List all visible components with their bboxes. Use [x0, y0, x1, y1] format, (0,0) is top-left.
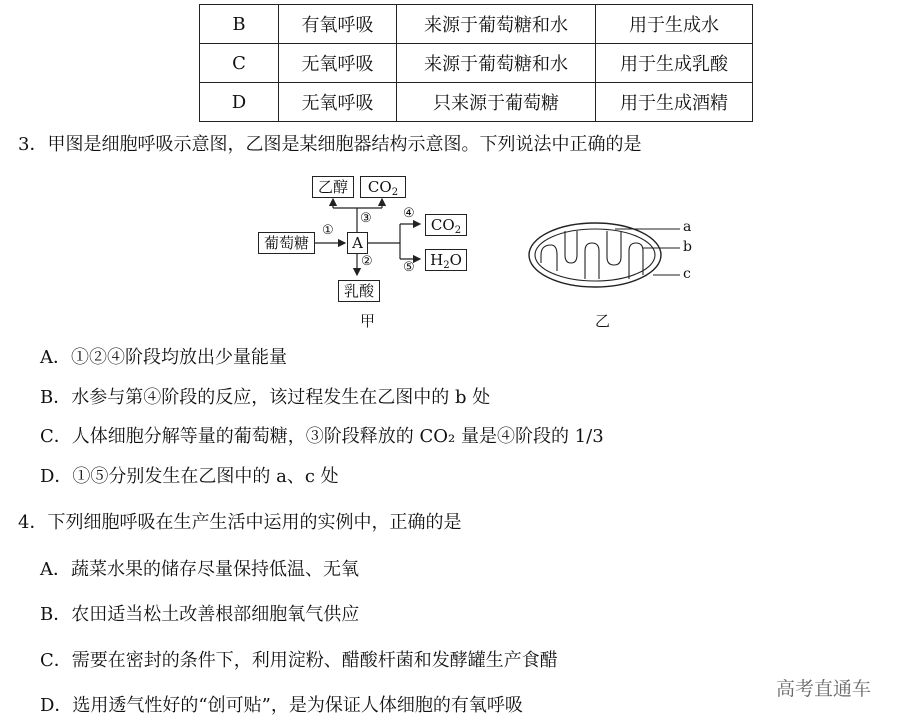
co2-right-box — [425, 214, 467, 236]
step-5-label: ⑤ — [403, 260, 415, 275]
table-cell: D — [200, 83, 279, 122]
table-cell: 来源于葡萄糖和水 — [397, 5, 596, 44]
label-b: b — [683, 239, 692, 255]
table-cell: 用于生成酒精 — [596, 83, 753, 122]
a-box: A — [347, 232, 368, 254]
water-o: O — [449, 251, 462, 269]
q4-option-a[interactable]: A．蔬菜水果的储存尽量保持低温、无氧 — [40, 559, 359, 580]
q3-option-c[interactable]: C．人体细胞分解等量的葡萄糖，③阶段释放的 CO₂ 量是④阶段的 1/3 — [40, 426, 604, 447]
table-cell: 来源于葡萄糖和水 — [397, 44, 596, 83]
step-1-label: ① — [322, 223, 334, 238]
table-cell: 用于生成水 — [596, 5, 753, 44]
respiration-diagram — [250, 168, 480, 328]
step-4-label: ④ — [403, 206, 415, 221]
q4-option-d[interactable]: D．选用透气性好的“创可贴”，是为保证人体细胞的有氧呼吸 — [40, 695, 523, 716]
table-row — [200, 5, 753, 44]
water-box — [425, 249, 467, 271]
question-4-stem: 4．下列细胞呼吸在生产生活中运用的实例中，正确的是 — [18, 512, 462, 533]
question-3-stem: 3．甲图是细胞呼吸示意图，乙图是某细胞器结构示意图。下列说法中正确的是 — [18, 134, 642, 155]
label-c: c — [683, 266, 691, 282]
table-cell: 无氧呼吸 — [279, 44, 397, 83]
q4-option-c[interactable]: C．需要在密封的条件下，利用淀粉、醋酸杆菌和发酵罐生产食醋 — [40, 650, 558, 671]
table-row — [200, 44, 753, 83]
lactic-acid-box: 乳酸 — [338, 280, 380, 302]
co2-top-text: CO — [367, 178, 392, 196]
table-cell: 有氧呼吸 — [279, 5, 397, 44]
co2-top-box — [360, 176, 406, 198]
diagram-yi-caption: 乙 — [595, 312, 611, 330]
ethanol-box: 乙醇 — [312, 176, 354, 198]
q4-option-b[interactable]: B．农田适当松土改善根部细胞氧气供应 — [40, 604, 360, 625]
table-row — [200, 83, 753, 122]
mitochondrion-diagram — [525, 215, 705, 335]
water-h: H — [430, 251, 444, 269]
water-subscript: 2 — [443, 260, 450, 271]
step-2-label: ② — [361, 254, 373, 269]
q3-option-a[interactable]: A．①②④阶段均放出少量能量 — [40, 347, 287, 368]
table-cell: 只来源于葡萄糖 — [397, 83, 596, 122]
table-cell: 用于生成乳酸 — [596, 44, 753, 83]
q3-option-d[interactable]: D．①⑤分别发生在乙图中的 a、c 处 — [40, 466, 339, 487]
co2-right-text: CO — [430, 216, 455, 234]
mitochondrion-drawing — [525, 215, 705, 305]
table-cell: 无氧呼吸 — [279, 83, 397, 122]
co2-top-subscript: 2 — [391, 187, 399, 198]
step-3-label: ③ — [360, 211, 372, 226]
glucose-box: 葡萄糖 — [258, 232, 315, 254]
watermark: 高考直通车 — [776, 678, 872, 700]
answer-table — [199, 4, 753, 122]
table-cell: B — [200, 5, 279, 44]
label-a: a — [683, 219, 692, 235]
q3-option-b[interactable]: B．水参与第④阶段的反应，该过程发生在乙图中的 b 处 — [40, 387, 491, 408]
table-cell: C — [200, 44, 279, 83]
co2-right-subscript: 2 — [454, 225, 462, 236]
diagram-jia-caption: 甲 — [360, 312, 376, 330]
